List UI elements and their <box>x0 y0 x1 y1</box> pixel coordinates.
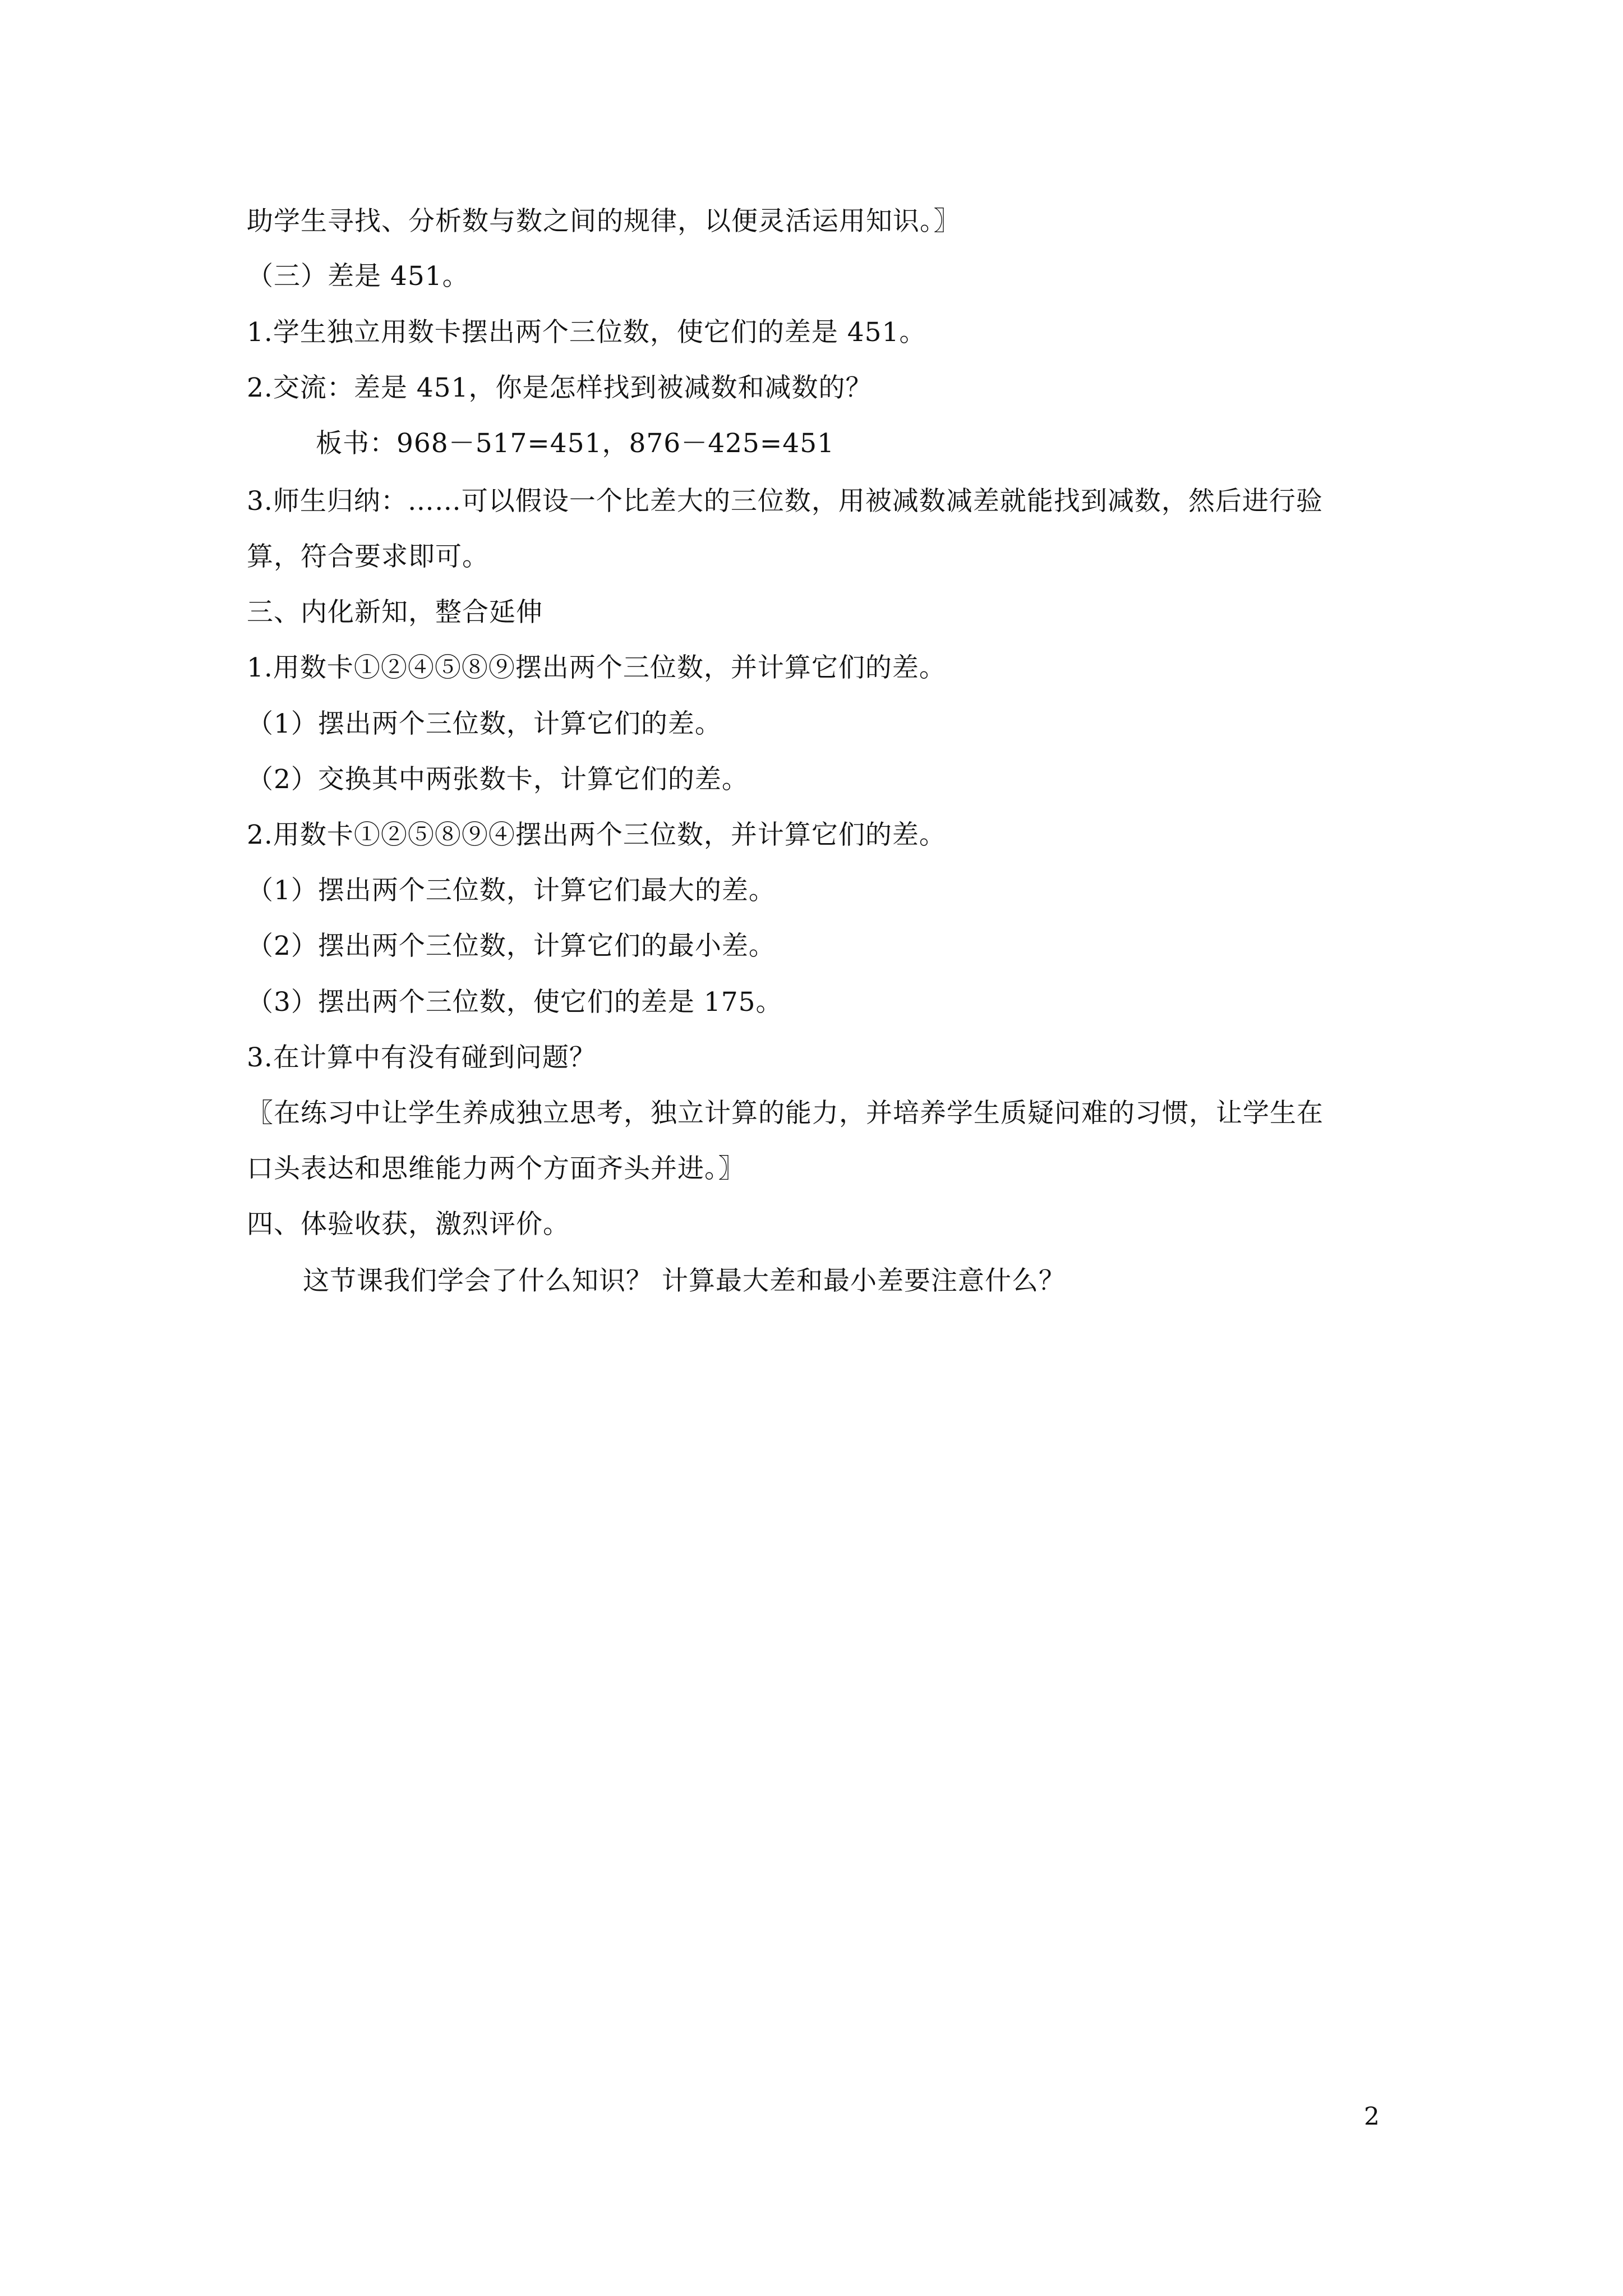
page-number: 2 <box>1364 2102 1380 2131</box>
board-writing-line: 板书：968－517=451，876－425=451 <box>316 428 835 459</box>
text-line-step-3: 3.师生归纳：……可以假设一个比差大的三位数，用被减数减差就能找到减数，然后进行验 <box>247 486 1323 517</box>
exercise-2: 2.用数卡①②⑤⑧⑨④摆出两个三位数，并计算它们的差。 <box>247 820 946 850</box>
text-line-step-2: 2.交流：差是 451，你是怎样找到被减数和减数的？ <box>247 372 873 403</box>
section-heading-three: （三）差是 451。 <box>247 261 469 292</box>
exercise-2-part-1: （1）摆出两个三位数，计算它们最大的差。 <box>247 875 776 906</box>
exercise-1: 1.用数卡①②④⑤⑧⑨摆出两个三位数，并计算它们的差。 <box>247 652 946 683</box>
section-heading-reflection: 四、体验收获，激烈评价。 <box>247 1209 570 1240</box>
text-line-step-1: 1.学生独立用数卡摆出两个三位数，使它们的差是 451。 <box>247 317 926 348</box>
exercise-2-part-2: （2）摆出两个三位数，计算它们的最小差。 <box>247 931 776 961</box>
teaching-note-line-1: 〖在练习中让学生养成独立思考，独立计算的能力，并培养学生质疑问难的习惯，让学生在 <box>247 1098 1324 1129</box>
section-heading-internalize: 三、内化新知，整合延伸 <box>247 597 543 628</box>
reflection-questions: 这节课我们学会了什么知识？ 计算最大差和最小差要注意什么？ <box>303 1266 1066 1296</box>
text-line-step-3-cont: 算，符合要求即可。 <box>247 541 489 572</box>
exercise-2-part-3: （3）摆出两个三位数，使它们的差是 175。 <box>247 987 783 1018</box>
text-line-continuation: 助学生寻找、分析数与数之间的规律，以便灵活运用知识。〗 <box>247 206 961 237</box>
exercise-3: 3.在计算中有没有碰到问题？ <box>247 1042 596 1073</box>
exercise-1-part-2: （2）交换其中两张数卡，计算它们的差。 <box>247 764 749 795</box>
teaching-note-line-2: 口头表达和思维能力两个方面齐头并进。〗 <box>247 1153 745 1184</box>
exercise-1-part-1: （1）摆出两个三位数，计算它们的差。 <box>247 708 722 739</box>
